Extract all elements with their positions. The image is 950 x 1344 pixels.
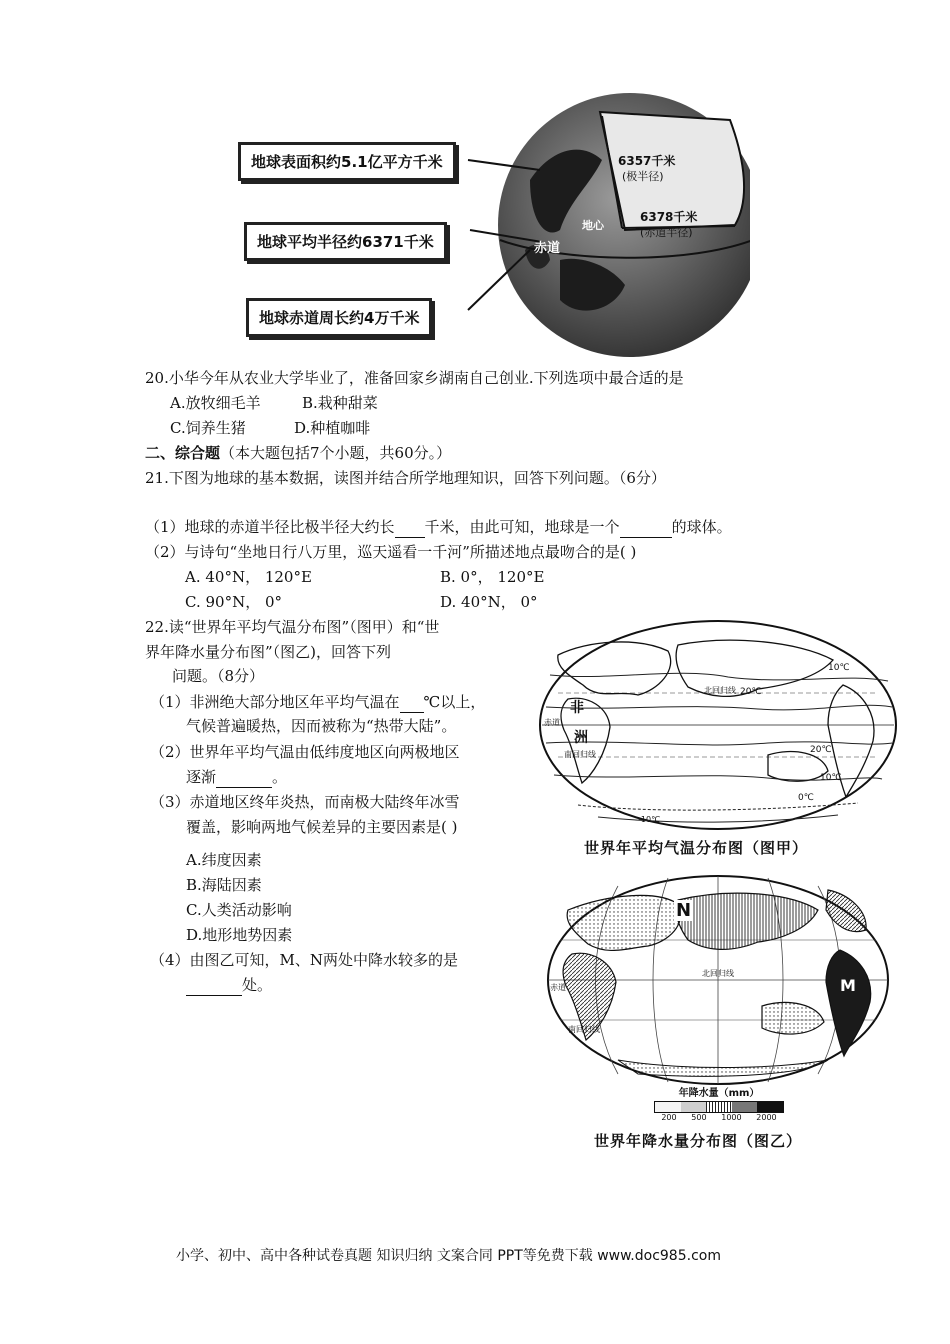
legend-swatch-4	[732, 1102, 758, 1112]
map-a-iso-20-south: 20℃	[810, 745, 832, 755]
q22-part3-line2: 覆盖，影响两地气候差异的主要因素是( )	[186, 818, 458, 836]
q22-part4-b: 处。	[242, 976, 273, 994]
q22-stem-line3: 问题。（8分）	[172, 667, 265, 685]
q22-part2-line2	[186, 767, 287, 788]
callout-surface-area: 地球表面积约5.1亿平方千米	[238, 142, 456, 181]
q21-blank-2[interactable]	[620, 517, 672, 538]
map-b-legend	[654, 1084, 784, 1122]
map-b-legend-ticks	[654, 1113, 784, 1122]
q22-part2-b: 逐渐	[186, 768, 217, 786]
globe-figure	[230, 90, 750, 360]
map-b-legend-title: 年降水量（mm）	[678, 1088, 760, 1099]
legend-swatch-5	[757, 1102, 783, 1112]
equator-label: 赤道	[534, 241, 561, 256]
polar-radius-label: 6357千米	[618, 154, 676, 168]
q22-option-d: D.地形地势因素	[186, 926, 293, 944]
q21-option-a: A. 40°N， 120°E	[185, 568, 312, 586]
map-precipitation	[528, 870, 908, 1160]
q21-blank-1[interactable]	[395, 517, 425, 538]
q20-option-b: B.栽种甜菜	[302, 394, 378, 412]
q22-blank-3[interactable]	[186, 975, 242, 996]
map-a-iso-0-south: 0℃	[798, 793, 814, 803]
q21-option-c: C. 90°N， 0°	[185, 593, 283, 611]
q21-option-b: B. 0°， 120°E	[440, 568, 545, 586]
legend-swatch-3	[706, 1102, 732, 1112]
map-a-iso-20-north: 20℃	[740, 687, 762, 697]
q22-part1-b: ℃以上，	[423, 693, 486, 711]
q22-part2-c: 。	[272, 768, 288, 786]
map-a-tropic-capricorn-label: 南回归线	[564, 750, 596, 759]
map-b-legend-swatches	[654, 1101, 784, 1113]
polar-radius-note: (极半径)	[622, 170, 664, 183]
q20-option-d: D.种植咖啡	[294, 419, 371, 437]
q22-part1-a: （1）非洲绝大部分地区年平均气温在	[150, 693, 400, 711]
q22-part2-line1: （2）世界年平均气温由低纬度地区向两极地区	[150, 743, 460, 761]
q22-part4-line1: （4）由图乙可知，M、N两处中降水较多的是	[150, 951, 459, 969]
map-b-label-m: M	[840, 976, 856, 995]
equatorial-radius-label: 6378千米	[640, 210, 698, 224]
q21-part2: （2）与诗句“坐地日行八万里，巡天遥看一千河”所描述地点最吻合的是( )	[145, 543, 637, 561]
map-a-iso-minus10-south: -10℃	[638, 815, 661, 824]
map-temperature	[528, 615, 908, 865]
legend-swatch-2	[681, 1102, 707, 1112]
map-b-label-n: N	[676, 900, 692, 921]
q21-stem: 21.下图为地球的基本数据，读图并结合所学地理知识，回答下列问题。（6分）	[145, 469, 666, 487]
q20-option-a: A.放牧细毛羊	[170, 394, 261, 412]
legend-tick-1000: 1000	[721, 1113, 742, 1122]
map-a-equator-label: 赤道	[544, 718, 560, 727]
earth-center-label: 地心	[582, 219, 604, 232]
q22-option-c: C.人类活动影响	[186, 901, 292, 919]
map-b-equator-label: 赤道	[550, 983, 566, 992]
legend-swatch-1	[655, 1102, 681, 1112]
q22-part1-line1	[150, 692, 485, 713]
callout-equator-circumference: 地球赤道周长约4万千米	[246, 298, 432, 337]
section2-note: （本大题包括7个小题，共60分。）	[220, 444, 452, 462]
map-a-iso-10-south: 10℃	[820, 773, 842, 783]
section2-heading	[145, 443, 451, 463]
legend-tick-500: 500	[691, 1113, 707, 1122]
map-temperature-drawing	[528, 615, 908, 835]
callout-mean-radius: 地球平均半径约6371千米	[244, 222, 447, 261]
q22-blank-1[interactable]	[400, 692, 424, 713]
legend-tick-200: 200	[661, 1113, 677, 1122]
q21-part1-b: 千米，由此可知，地球是一个	[424, 518, 620, 536]
map-a-iso-10-north: 10℃	[828, 663, 850, 673]
q22-part4-line2	[186, 975, 272, 996]
legend-tick-2000: 2000	[756, 1113, 777, 1122]
q22-stem-line1: 22.读“世界年平均气温分布图”（图甲）和“世	[145, 618, 440, 636]
map-b-tropic-capricorn-label: 南回归线	[568, 1025, 600, 1034]
map-a-label-africa-1: 非	[570, 700, 584, 716]
map-a-label-africa-2: 洲	[574, 730, 588, 746]
section2-title: 二、综合题	[145, 444, 221, 462]
q22-part1-line2: 气候普遍暖热，因而被称为“热带大陆”。	[186, 717, 457, 735]
q21-option-d: D. 40°N， 0°	[440, 593, 538, 611]
q21-part1-a: （1）地球的赤道半径比极半径大约长	[145, 518, 395, 536]
equatorial-radius-note: (赤道半径)	[640, 226, 693, 239]
q21-part1-c: 的球体。	[671, 518, 732, 536]
q22-part3-line1: （3）赤道地区终年炎热，而南极大陆终年冰雪	[150, 793, 460, 811]
q20-option-c: C.饲养生猪	[170, 419, 246, 437]
q20-stem: 20.小华今年从农业大学毕业了，准备回家乡湖南自己创业.下列选项中最合适的是	[145, 369, 684, 387]
map-a-caption: 世界年平均气温分布图（图甲）	[584, 839, 809, 857]
q22-blank-2[interactable]	[216, 767, 272, 788]
q22-stem-line2: 界年降水量分布图”（图乙)，回答下列	[145, 643, 392, 661]
q21-part1	[145, 517, 732, 538]
map-b-caption: 世界年降水量分布图（图乙）	[594, 1132, 803, 1150]
map-a-tropic-cancer-label: 北回归线	[704, 686, 736, 695]
page-footer: 小学、初中、高中各种试卷真题 知识归纳 文案合同 PPT等免费下载 www.doc985.com	[176, 1248, 721, 1264]
map-b-tropic-cancer-label: 北回归线	[702, 969, 734, 978]
q22-option-a: A.纬度因素	[186, 851, 262, 869]
q22-option-b: B.海陆因素	[186, 876, 262, 894]
